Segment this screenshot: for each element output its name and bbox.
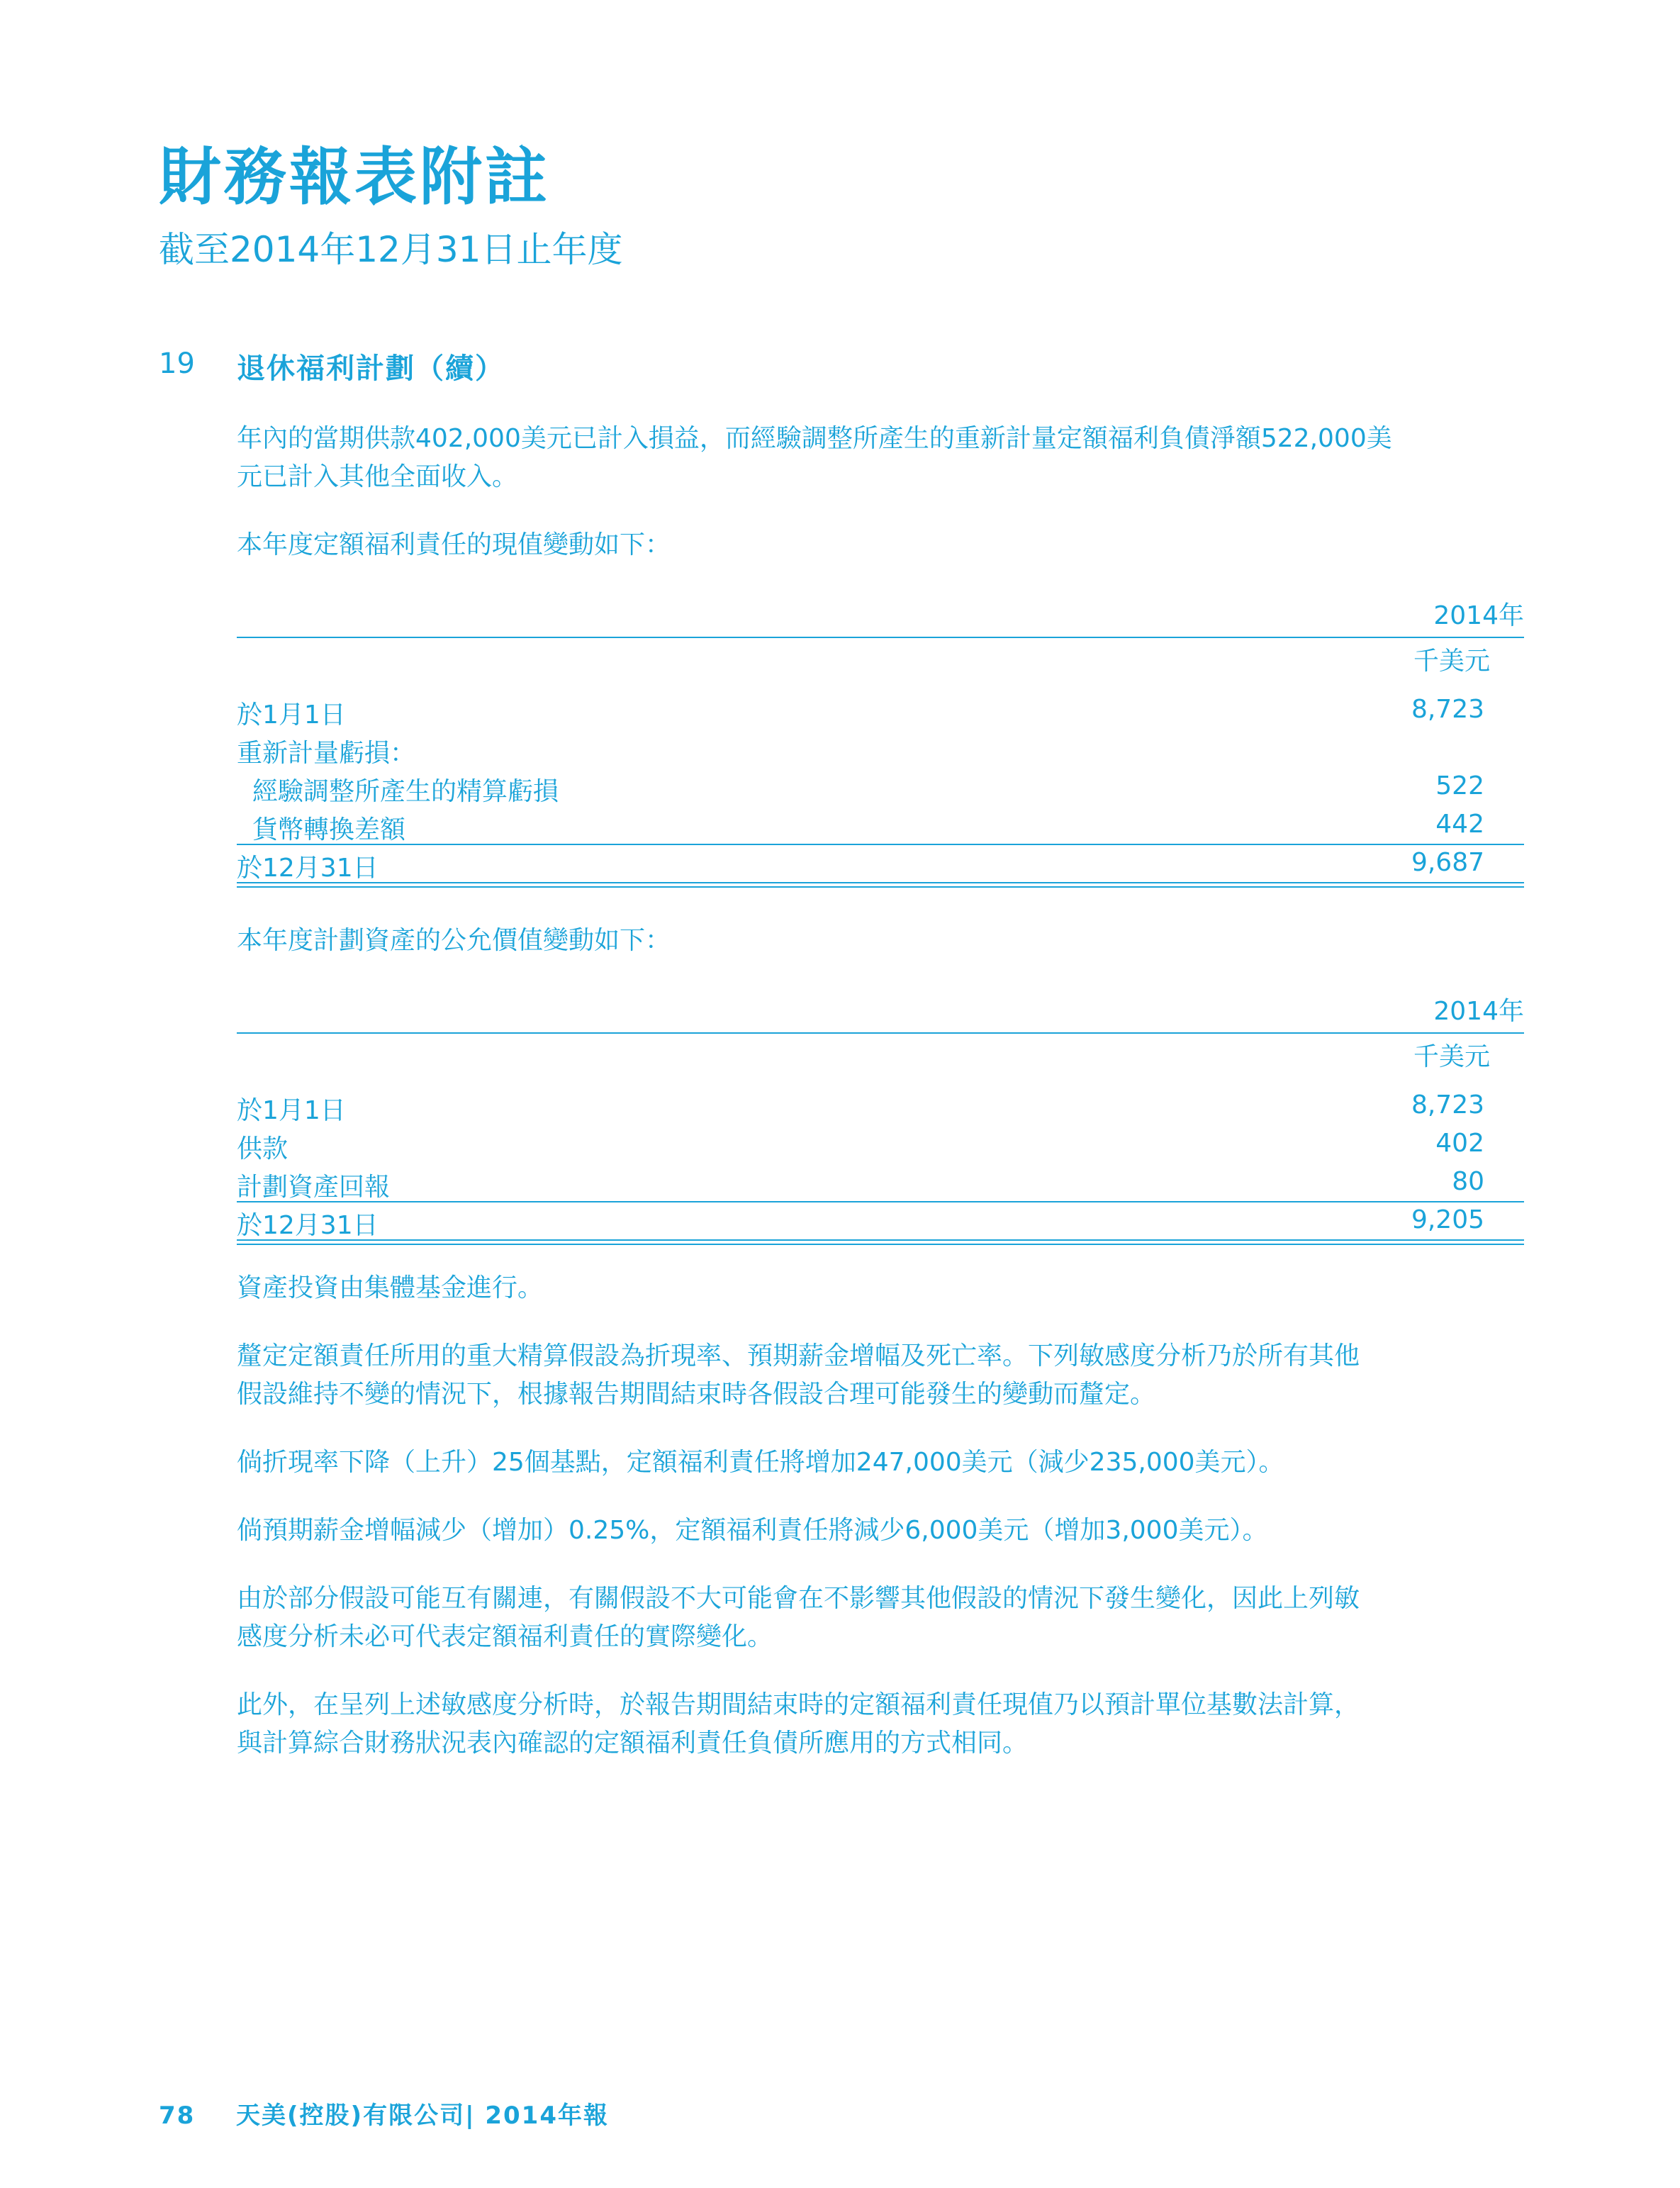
paragraph-line: 與計算綜合財務狀況表內確認的定額福利責任負債所應用的方式相同。 bbox=[237, 1729, 1029, 1758]
plan-assets-table bbox=[237, 991, 1524, 1254]
paragraph-correlation bbox=[237, 1580, 1527, 1656]
table-rule bbox=[237, 1201, 1524, 1202]
page-title: 財務報表附註 bbox=[159, 140, 551, 213]
table-row-value: 442 bbox=[1435, 810, 1484, 839]
table-double-rule bbox=[237, 882, 1524, 888]
page-subtitle: 截至2014年12月31日止年度 bbox=[159, 229, 623, 270]
page-number: 78 bbox=[159, 2102, 196, 2130]
table-unit-header: 千美元 bbox=[1413, 1042, 1490, 1071]
table-rule bbox=[237, 844, 1524, 845]
paragraph-method bbox=[237, 1686, 1527, 1763]
table-row-label: 於1月1日 bbox=[237, 701, 346, 730]
table-row-label: 重新計量虧損： bbox=[237, 739, 416, 768]
table-row-label: 貨幣轉換差額 bbox=[252, 815, 406, 844]
paragraph-line: 元已計入其他全面收入。 bbox=[237, 462, 518, 491]
table-row-value: 402 bbox=[1435, 1129, 1484, 1158]
table-row-label: 計劃資產回報 bbox=[237, 1173, 391, 1202]
table-row-value: 8,723 bbox=[1411, 1090, 1484, 1120]
table-rule bbox=[237, 1032, 1524, 1034]
paragraph-line: 此外，在呈列上述敏感度分析時，於報告期間結束時的定額福利責任現值乃以預計單位基數法計算， bbox=[237, 1690, 1360, 1719]
footer-company: 天美(控股)有限公司| 2014年報 bbox=[236, 2102, 609, 2130]
section-number: 19 bbox=[159, 347, 195, 380]
table-row-label: 於12月31日 bbox=[237, 1211, 379, 1240]
table-row-label: 於12月31日 bbox=[237, 854, 379, 883]
obligation-table bbox=[237, 596, 1524, 893]
page-footer bbox=[159, 2096, 609, 2131]
paragraph-line: 由於部分假設可能互有關連，有關假設不大可能會在不影響其他假設的情況下發生變化，因此上列敏 bbox=[237, 1584, 1360, 1613]
paragraph-asset-investment: 資產投資由集體基金進行。 bbox=[237, 1273, 544, 1302]
table-row-label: 經驗調整所產生的精算虧損 bbox=[252, 777, 559, 806]
table-row-value: 9,687 bbox=[1411, 848, 1484, 877]
paragraph-line: 假設維持不變的情況下，根據報告期間結束時各假設合理可能發生的變動而釐定。 bbox=[237, 1380, 1156, 1409]
paragraph-discount-rate: 倘折現率下降（上升）25個基點，定額福利責任將增加247,000美元（減少235,000美元）。 bbox=[237, 1448, 1284, 1477]
table-unit-header: 千美元 bbox=[1413, 647, 1490, 676]
paragraph-obligation-intro: 本年度定額福利責任的現值變動如下： bbox=[237, 530, 671, 559]
paragraph-line: 釐定定額責任所用的重大精算假設為折現率、預期薪金增幅及死亡率。下列敏感度分析乃於所有其他 bbox=[237, 1341, 1360, 1371]
paragraph-contributions bbox=[237, 420, 1527, 496]
paragraph-line: 年內的當期供款402,000美元已計入損益，而經驗調整所產生的重新計量定額福利負債淨額522,000美 bbox=[237, 424, 1392, 453]
paragraph-assumptions bbox=[237, 1337, 1527, 1414]
table-row-label: 於1月1日 bbox=[237, 1096, 346, 1125]
paragraph-line: 感度分析未必可代表定額福利責任的實際變化。 bbox=[237, 1622, 773, 1651]
table-rule bbox=[237, 637, 1524, 638]
table-row-value: 80 bbox=[1452, 1167, 1484, 1196]
paragraph-salary-increase: 倘預期薪金增幅減少（增加）0.25%，定額福利責任將減少6,000美元（增加3,000美元）。 bbox=[237, 1516, 1268, 1545]
table-double-rule bbox=[237, 1239, 1524, 1245]
table-row-label: 供款 bbox=[237, 1134, 289, 1163]
section-title: 退休福利計劃（續） bbox=[237, 352, 505, 385]
table-row-value: 9,205 bbox=[1411, 1205, 1484, 1234]
table-year-header: 2014年 bbox=[1433, 601, 1524, 630]
table-year-header: 2014年 bbox=[1433, 997, 1524, 1026]
paragraph-assets-intro: 本年度計劃資產的公允價值變動如下： bbox=[237, 926, 671, 955]
table-row-value: 522 bbox=[1435, 771, 1484, 800]
table-row-value: 8,723 bbox=[1411, 695, 1484, 724]
